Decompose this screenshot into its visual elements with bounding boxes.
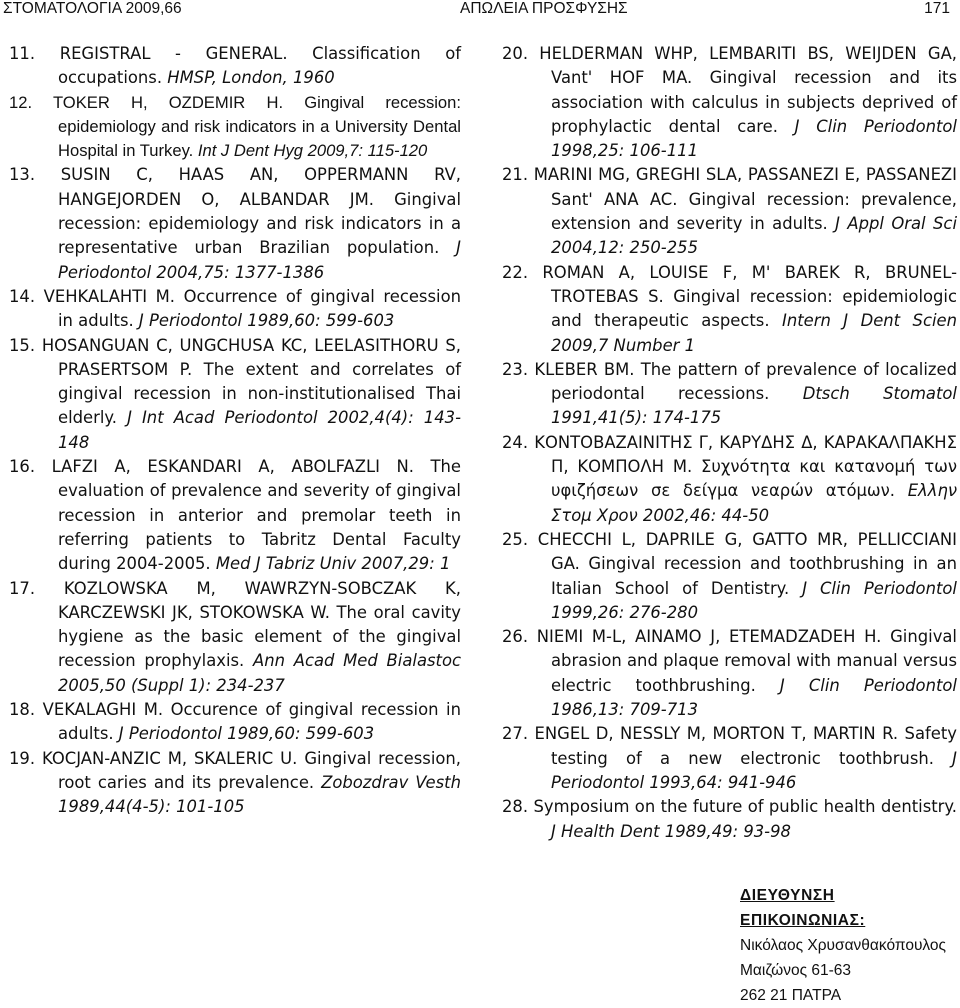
reference-authors: HOSANGUAN C, UNGCHUSA KC, LEELASITHORU S, PRASERTSOM P.: [41, 335, 461, 379]
running-header: [0, 0, 960, 22]
reference-authors: CHECCHI L, DAPRILE G, GATTO MR, PELLICCIANI GA.: [537, 529, 957, 574]
reference-number: 22.: [502, 262, 529, 282]
reference-27: [502, 722, 957, 795]
reference-title: The pattern of prevalence of localized periodontal recessions.: [551, 359, 957, 404]
contact-heading: ΔΙΕΥΘΥΝΣΗ ΕΠΙΚΟΙΝΩΝΙΑΣ:: [740, 887, 866, 929]
reference-number: 25.: [502, 529, 529, 549]
reference-journal: J Clin Periodontol 1999,26: 276-280: [551, 578, 957, 622]
page-number: 171: [924, 0, 950, 17]
reference-title: Gingival recession and its association with calculus in subjects deprived of prophylactic dental care.: [551, 68, 957, 136]
reference-authors: KLEBER BM.: [534, 359, 635, 379]
reference-authors: VEKALAGHI M.: [42, 700, 164, 720]
reference-title: Gingival recession, root caries and its prevalence.: [58, 748, 462, 792]
reference-number: 20.: [502, 44, 529, 63]
reference-authors: ENGEL D, NESSLY M, MORTON T, MARTIN R.: [534, 724, 899, 744]
reference-number: 11.: [9, 44, 36, 63]
reference-authors: LAFZI A, ESKANDARI A, ABOLFAZLI N.: [51, 457, 414, 477]
reference-number: 13.: [9, 165, 36, 185]
reference-title: Gingival recession: epidemiology and risk indicators in a University Dental Hospital in Turkey.: [58, 92, 461, 161]
reference-journal: Dtsch Stomatol 1991,41(5): 174-175: [551, 384, 957, 428]
reference-title: Gingival recession: epidemiologic and therapeutic aspects.: [551, 286, 958, 331]
reference-authors: SUSIN C, HAAS AN, OPPERMANN RV, HANGEJORDEN O, ALBANDAR JM.: [58, 165, 462, 209]
reference-journal: Med J Tabriz Univ 2007,29: 1: [210, 554, 451, 574]
references-left-column: [9, 42, 461, 820]
reference-title: Symposium on the future of public health dentistry.: [533, 797, 957, 817]
reference-11: [9, 42, 461, 91]
reference-number: 15.: [9, 335, 36, 355]
reference-number: 21.: [502, 165, 529, 185]
reference-number: 26.: [502, 627, 529, 647]
reference-number: 18.: [9, 700, 36, 720]
reference-18: [9, 698, 461, 747]
contact-address-block: [740, 883, 960, 1008]
reference-12: [9, 91, 461, 164]
reference-13: [9, 163, 461, 284]
reference-authors: KOZLOWSKA M, WAWRZYN-SOBCZAK K, KARCZEWSKI JK, STOKOWSKA W.: [58, 578, 461, 622]
reference-title: Occurrence of gingival recession in adults.: [58, 286, 461, 331]
reference-journal: Intern J Dent Scien 2009,7 Number 1: [551, 311, 957, 355]
contact-name: Νικόλαος Χρυσανθακόπουλος: [740, 937, 947, 954]
contact-city: 262 21 ΠΑΤΡΑ: [740, 987, 842, 1004]
reference-number: 28.: [502, 797, 529, 817]
reference-14: [9, 285, 461, 334]
reference-number: 17.: [9, 578, 36, 598]
reference-number: 27.: [502, 724, 529, 744]
reference-28: [502, 795, 957, 844]
reference-19: [9, 747, 461, 820]
reference-journal: J Appl Oral Sci 2004,12: 250-255: [551, 214, 957, 258]
reference-22: [502, 261, 957, 358]
reference-16: [9, 455, 461, 576]
reference-21: [502, 163, 957, 260]
reference-authors: ΚΟΝΤΟΒΑΖΑΙΝΙΤΗΣ Γ, ΚΑΡΥΔΗΣ Δ, ΚΑΡΑΚΑΛΠΑΚΗΣ Π, ΚΟΜΠΟΛΗ Μ.: [534, 432, 957, 477]
reference-number: 16.: [9, 457, 36, 477]
reference-journal: J Periodontol 2004,75: 1377-1386: [58, 238, 461, 282]
reference-title: The extent and correlates of gingival recession in non-institutionalised Thai elderly.: [58, 359, 461, 428]
reference-journal: Int J Dent Hyg 2009,7: 115-120: [193, 141, 428, 161]
reference-journal: J Int Acad Periodontol 2002,4(4): 143-148: [58, 408, 461, 452]
reference-authors: ROMAN A, LOUISE F, M' BAREK R, BRUNEL-TROTEBAS S.: [542, 262, 957, 306]
reference-title: Gingival recession: epidemiology and risk indicators in a representative urban Brazilian population.: [58, 189, 461, 258]
reference-number: 14.: [9, 286, 36, 306]
reference-title: Gingival recession: prevalence, extension and severity in adults.: [551, 189, 957, 234]
reference-number: 12.: [9, 92, 33, 112]
reference-title: Συχνότητα και κατανομή των υφιζήσεων σε δείγμα νεαρών ατόμων.: [551, 457, 957, 501]
contact-street: Μαιζώνος 61-63: [740, 962, 852, 979]
reference-number: 19.: [9, 748, 36, 768]
reference-title: Occurence of gingival recession in adults.: [58, 700, 461, 744]
reference-authors: TOKER H, OZDEMIR H.: [52, 92, 284, 112]
reference-authors: KOCJAN-ANZIC M, SKALERIC U.: [42, 748, 298, 768]
journal-header: ΣΤΟΜΑΤΟΛΟΓΙΑ 2009,66: [3, 0, 182, 17]
reference-journal: J Clin Periodontol 1998,25: 106-111: [551, 116, 957, 161]
reference-26: [502, 625, 957, 722]
reference-15: [9, 334, 461, 455]
reference-24: [502, 431, 957, 528]
reference-authors: NIEMI M-L, AINAMO J, ETEMADZADEH H.: [536, 627, 882, 647]
reference-title: Gingival abrasion and plaque removal with manual versus electric toothbrushing.: [551, 627, 957, 695]
reference-authors: HELDERMAN WHP, LEMBARITI BS, WEIJDEN GA, Vant' HOF MA.: [539, 44, 957, 88]
reference-journal: HMSP, London, 1960: [162, 68, 335, 88]
reference-title: Safety testing of a new electronic toothbrush.: [551, 724, 957, 768]
reference-journal: J Clin Periodontol 1986,13: 709-713: [551, 675, 957, 720]
reference-title: Gingival recession and toothbrushing in an Italian School of Dentistry.: [551, 554, 957, 598]
reference-journal: Ann Acad Med Bialastoc 2005,50 (Suppl 1): 234-237: [58, 651, 461, 695]
reference-journal: Ελλην Στομ Χρον 2002,46: 44-50: [551, 481, 957, 525]
reference-journal: J Periodontol 1989,60: 599-603: [113, 724, 375, 744]
reference-title: The oral cavity hygiene as the basic element of the gingival recession prophylaxis.: [58, 602, 462, 671]
reference-23: [502, 358, 957, 431]
section-header: ΑΠΩΛΕΙΑ ΠΡΟΣΦΥΣΗΣ: [460, 0, 628, 17]
reference-journal: J Periodontol 1993,64: 941-946: [551, 748, 957, 792]
reference-number: 24.: [502, 432, 529, 452]
reference-journal: J Health Dent 1989,49: 93-98: [551, 821, 791, 841]
reference-journal: J Periodontol 1989,60: 599-603: [133, 311, 395, 331]
reference-17: [9, 577, 461, 698]
reference-authors: REGISTRAL - GENERAL.: [59, 44, 288, 63]
reference-title: Classification of occupations.: [58, 44, 461, 88]
reference-title: The evaluation of prevalence and severity of gingival recession in anterior and premolar teeth in referring patients to Tabritz Dental Faculty during 2004-2005.: [58, 457, 461, 574]
reference-authors: VEHKALAHTI M.: [43, 286, 176, 306]
reference-20: [502, 42, 957, 163]
references-right-column: [502, 42, 957, 844]
reference-authors: MARINI MG, GREGHI SLA, PASSANEZI E, PASSANEZI Sant' ANA AC.: [533, 165, 957, 209]
reference-number: 23.: [502, 359, 529, 379]
reference-25: [502, 528, 957, 625]
reference-journal: Zobozdrav Vesth 1989,44(4-5): 101-105: [58, 772, 461, 817]
